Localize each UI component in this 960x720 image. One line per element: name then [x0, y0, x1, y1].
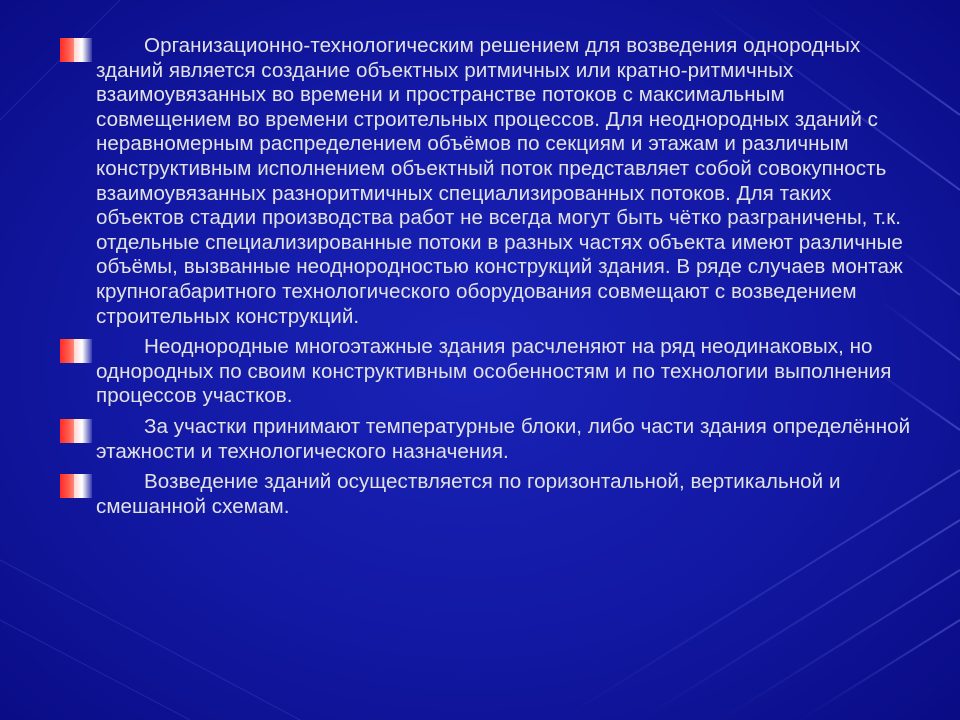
bullet-square-icon: [60, 339, 92, 363]
bullet-square-icon: [60, 419, 92, 443]
bullet-square-icon: [60, 38, 92, 62]
paragraph-text: Организационно-технологическим решением для возведения однородных зданий является создание объектных ритмичных или кратно-ритмичных взаимоувязанных во времени и пространстве потоков с максимальным совмещением во времени строительных процессов. Для неоднородных зданий с неравномерным распределением объёмов по секциям и этажам и различным конструктивным исполнением объектный поток представляет собой совокупность взаимоувязанных разноритмичных специализированных потоков. Для таких объектов стадии производства работ не всегда могут быть чётко разграничены, т.к. отдельные специализированные потоки в разных частях объекта имеют различные объёмы, вызванные неоднородностью конструкций здания. В ряде случаев монтаж крупногабаритного технологического оборудования совмещают с возведением строительных конструкций.: [96, 34, 903, 328]
bullet-square-icon: [60, 474, 92, 498]
bullet-item: [60, 335, 920, 409]
paragraph-text: Возведение зданий осуществляется по горизонтальной, вертикальной и смешанной схемам.: [96, 470, 841, 518]
slide-content: [60, 34, 920, 525]
paragraph-text: За участки принимают температурные блоки, либо части здания определённой этажности и технологического назначения.: [96, 414, 911, 463]
bullet-item: [60, 470, 920, 519]
paragraph-text: Неоднородные многоэтажные здания расчленяют на ряд неодинаковых, но однородных по своим конструктивным особенностям и по технологии выполнения процессов участков.: [96, 335, 892, 408]
bullet-item: [60, 34, 920, 329]
bullet-item: [60, 415, 920, 464]
